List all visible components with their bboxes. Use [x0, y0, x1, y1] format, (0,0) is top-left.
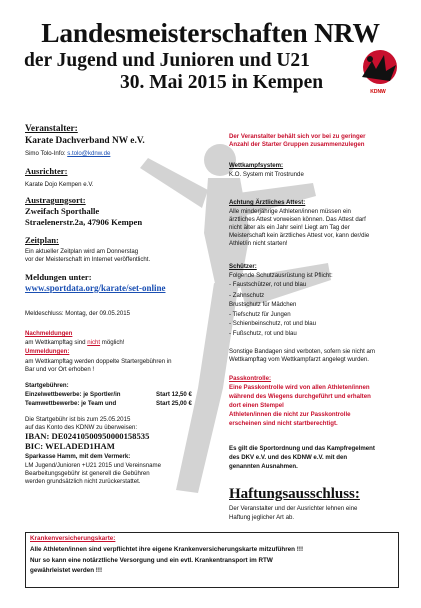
fee-single-value: Start 12,50 €	[156, 391, 192, 398]
reference-line: Bearbeitungsgebühr ist generell die Gebühren	[25, 470, 150, 477]
system-value: K.O. System mit Trostrunde	[229, 171, 304, 178]
insurance-notice-box	[25, 532, 399, 588]
bandage-line: Sonstige Bandagen sind verboten, sofern sie nicht am	[229, 348, 376, 355]
host-name: Karate Dojo Kempen e.V.	[25, 181, 94, 188]
medical-line: nicht älter als ein Jahr sein! Liegt am Tag der	[229, 224, 350, 231]
reference-line: LM Jugend/Junioren +U21 2015 und Vereinsname	[25, 462, 162, 469]
liability-line: Haftung jeglicher Art ab.	[229, 514, 295, 521]
reference-line: werden grundsätzlich nicht zurückerstattet.	[25, 478, 141, 485]
protection-item: - Faustschützer, rot und blau	[229, 281, 307, 288]
insurance-line: Nur so kann eine notärztliche Versorgung und ein evtl. Krankentransport im RTW	[30, 557, 273, 564]
protection-item: - Schienbeinschutz, rot und blau	[229, 320, 317, 327]
liability-line: Der Veranstalter und der Ausrichter lehnen eine	[229, 505, 358, 512]
logo-text: KDNW	[370, 89, 386, 95]
organizer-label: Veranstalter:	[25, 124, 78, 134]
reregistration-label: Ummeldungen:	[25, 348, 70, 355]
reregistration-line: Bar und vor Ort erhoben !	[25, 366, 95, 373]
medical-label: Achtung Ärztliches Attest:	[229, 199, 306, 206]
late-registration-label: Nachmeldungen	[25, 330, 73, 337]
protection-item: - Zahnschutz	[229, 292, 265, 299]
main-title: Landesmeisterschaften NRW	[41, 17, 380, 48]
passport-line: während des Wiegens durchgeführt und erhalten	[229, 393, 371, 400]
subtitle: der Jugend und Junioren und U21	[24, 50, 310, 71]
protection-label: Schützer:	[229, 263, 257, 270]
iban: IBAN: DE02410500950000158535	[25, 431, 150, 441]
rules-line: des DKV e.V. und des KDNW e.V. mit den	[229, 454, 348, 461]
medical-line: Athlet/in nicht starten!	[229, 240, 288, 247]
schedule-line: Ein aktueller Zeitplan wird am Donnerstag	[25, 248, 139, 255]
organizer-name: Karate Dachverband NW e.V.	[25, 136, 145, 146]
bic: BIC: WELADED1HAM	[25, 441, 115, 451]
reserve-note: Anzahl der Starter Gruppen zusammenzulegen	[229, 141, 365, 148]
passport-line: Eine Passkontrolle wird von allen Athleten/innen	[229, 384, 370, 391]
venue-label: Austragungsort:	[25, 195, 86, 205]
fee-team-value: Start 25,00 €	[156, 400, 192, 407]
medical-line: ärztliches Attest vorweisen können. Das Attest darf	[229, 216, 366, 223]
passport-line: erscheinen sind nicht startberechtigt.	[229, 420, 338, 427]
schedule-line: vor der Meisterschaft im Internet veröffentlicht.	[25, 256, 151, 263]
host-label: Ausrichter:	[25, 166, 68, 176]
payment-line: auf das Konto des KDNW zu überweisen:	[25, 424, 138, 431]
liability-title: Haftungsausschluss:	[229, 486, 360, 502]
insurance-line: Alle Athleten/innen sind verpflichtet ihre eigene Krankenversicherungskarte mitzuführen !!!	[30, 546, 304, 553]
insurance-line: gewährleistet werden !!!	[30, 567, 103, 574]
reregistration-line: am Wettkampftag werden doppelte Startergebühren in	[25, 358, 172, 365]
late-line-post: möglich!	[100, 339, 125, 346]
passport-line: dort einen Stempel	[229, 402, 284, 409]
venue-name: Zweifach Sporthalle	[25, 206, 100, 216]
fee-team-label: Teamwettbewerbe: je Team und	[25, 400, 117, 407]
reserve-note: Der Veranstalter behält sich vor bei zu geringer	[229, 133, 366, 140]
late-registration-line	[25, 339, 124, 347]
protection-item: Brustschutz für Mädchen	[229, 301, 297, 308]
contact-line	[25, 150, 110, 158]
system-label: Wettkampfsystem:	[229, 162, 284, 169]
protection-item: - Fußschutz, rot und blau	[229, 330, 297, 337]
rules-line: genannten Ausnahmen.	[229, 463, 298, 470]
registration-label: Meldungen unter:	[25, 272, 92, 282]
late-line-emphasis: nicht	[87, 339, 101, 346]
fees-label: Startgebühren:	[25, 382, 69, 389]
passport-label: Passkontrolle:	[229, 375, 271, 382]
event-date-place: 30. Mai 2015 in Kempen	[120, 72, 324, 93]
schedule-label: Zeitplan:	[25, 235, 59, 245]
medical-line: Meisterschaft kein ärztliches Attest vor, kann der/die	[229, 232, 370, 239]
protection-intro: Folgende Schutzausrüstung ist Pflicht:	[229, 272, 333, 279]
kdnw-logo-icon	[356, 47, 400, 95]
payment-line: Die Startgebühr ist bis zum 25.05.2015	[25, 416, 131, 423]
medical-line: Alle minderjährige Athleten/innen müssen ein	[229, 208, 351, 215]
registration-deadline: Meldeschluss: Montag, der 09.05.2015	[25, 310, 131, 317]
insurance-title: Krankenversicherungskarte:	[30, 535, 116, 542]
registration-link[interactable]: www.sportdata.org/karate/set-online	[25, 283, 166, 293]
passport-line: Athleten/innen die nicht zur Passkontrolle	[229, 411, 351, 418]
bandage-line: Wettkampftag vom Wettkampfarzt angelegt wurden.	[229, 356, 369, 363]
venue-address: Straelenerstr.2a, 47906 Kempen	[25, 217, 143, 227]
late-line-pre: am Wettkampftag sind	[25, 339, 88, 346]
protection-item: - Tiefschutz für Jungen	[229, 311, 291, 318]
bank-line: Sparkasse Hamm, mit dem Vermerk:	[25, 453, 131, 460]
contact-email-link[interactable]: s.tolo@kdnw.de	[67, 150, 111, 157]
rules-line: Es gilt die Sportordnung und das Kampfregelment	[229, 445, 375, 452]
fee-single-label: Einzelwettbewerbe: je Sportler/in	[25, 391, 121, 398]
contact-prefix: Simo Tolo-Info:	[25, 150, 68, 157]
